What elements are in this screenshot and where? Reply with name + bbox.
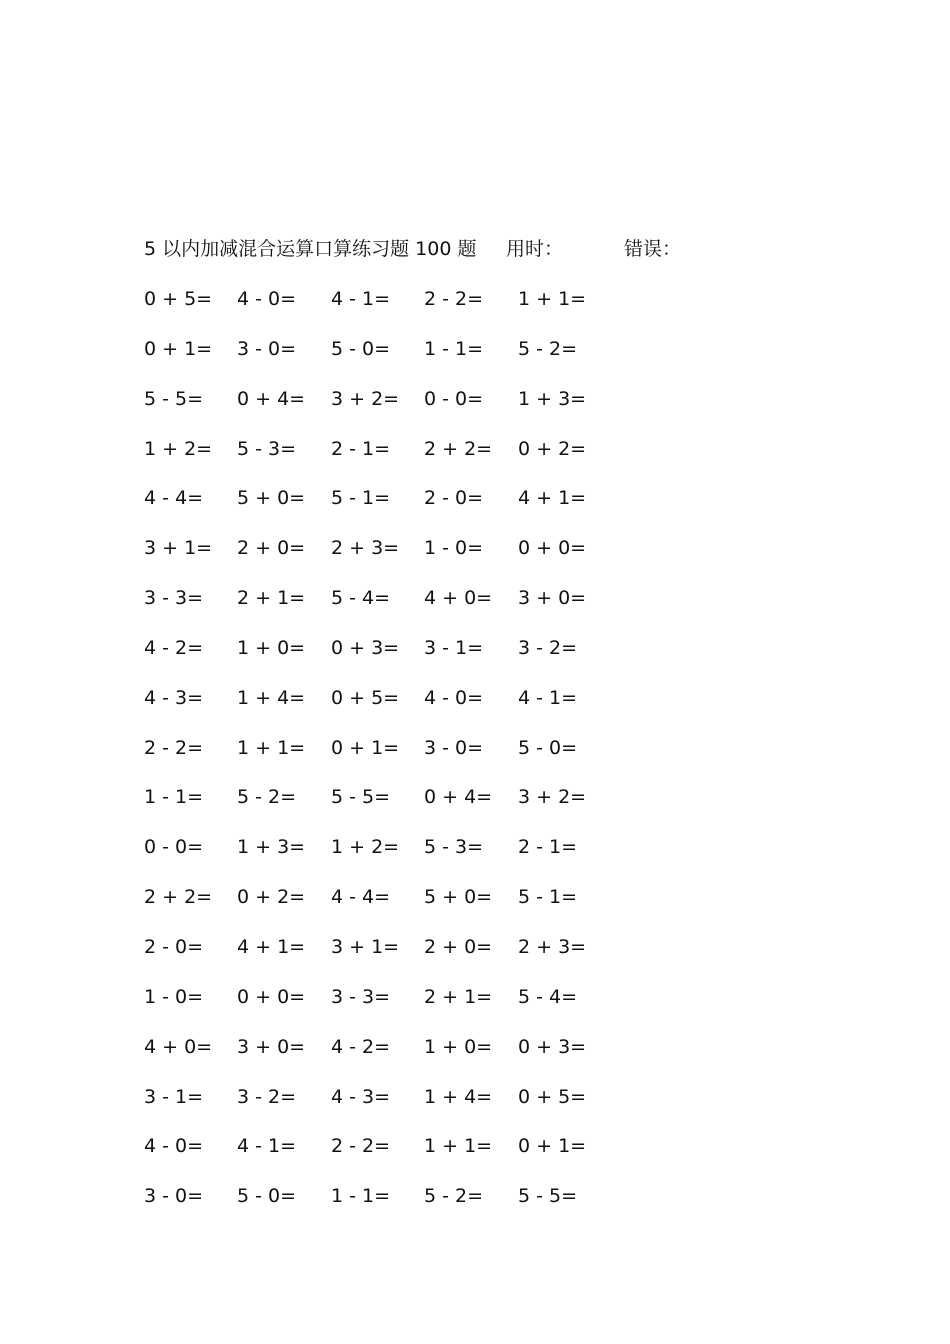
problem-item: 4 - 4= — [144, 487, 204, 510]
problem-row — [144, 882, 624, 932]
problem-item: 2 + 3= — [518, 935, 587, 958]
problem-item: 2 - 0= — [424, 487, 484, 510]
problem-row — [144, 832, 624, 882]
problem-item: 1 + 1= — [518, 288, 587, 310]
problem-row — [144, 633, 624, 683]
worksheet-header — [144, 234, 864, 264]
problem-row — [144, 334, 624, 384]
problem-item: 0 + 0= — [518, 537, 587, 560]
problem-item: 0 + 1= — [144, 337, 213, 360]
problem-item: 2 + 1= — [424, 985, 493, 1008]
problem-item: 2 + 1= — [237, 587, 306, 610]
problem-item: 5 - 0= — [331, 337, 391, 360]
problem-item: 0 + 4= — [424, 786, 493, 809]
problem-row — [144, 1131, 624, 1181]
problem-item: 3 + 1= — [331, 935, 400, 958]
problem-row — [144, 683, 624, 733]
problem-item: 1 + 4= — [237, 686, 306, 709]
problem-item: 1 + 0= — [424, 1035, 493, 1058]
problem-item: 4 - 3= — [144, 686, 204, 709]
problem-item: 3 + 0= — [237, 1035, 306, 1058]
problem-item: 4 - 0= — [237, 288, 297, 310]
problem-item: 5 - 1= — [331, 487, 391, 510]
problem-item: 5 - 1= — [518, 886, 578, 909]
problem-item: 5 + 0= — [237, 487, 306, 510]
problem-item: 1 + 2= — [144, 437, 213, 460]
problem-row — [144, 583, 624, 633]
problem-item: 0 + 1= — [518, 1135, 587, 1158]
problem-row — [144, 434, 624, 484]
problem-item: 3 - 1= — [424, 636, 484, 659]
problem-item: 2 + 0= — [237, 537, 306, 560]
problem-row — [144, 483, 624, 533]
problem-item: 5 - 3= — [424, 836, 484, 859]
problem-item: 2 + 0= — [424, 935, 493, 958]
problem-item: 3 + 1= — [144, 537, 213, 560]
problem-row — [144, 284, 624, 334]
problem-item: 0 + 4= — [237, 387, 306, 410]
problem-item: 5 - 5= — [518, 1185, 578, 1208]
time-label: 用时： — [506, 238, 564, 260]
problem-item: 0 + 3= — [518, 1035, 587, 1058]
problem-item: 5 - 0= — [237, 1185, 297, 1208]
problem-item: 1 + 1= — [424, 1135, 493, 1158]
problem-item: 0 + 3= — [331, 636, 400, 659]
problem-item: 2 - 1= — [518, 836, 578, 859]
problem-item: 4 + 1= — [237, 935, 306, 958]
problem-item: 2 - 2= — [144, 736, 204, 759]
worksheet-title: 5 以内加减混合运算口算练习题 100 题 — [144, 238, 477, 260]
problem-item: 0 + 5= — [331, 686, 400, 709]
problem-item: 4 - 1= — [518, 686, 578, 709]
problem-row — [144, 384, 624, 434]
problem-item: 3 - 0= — [237, 337, 297, 360]
problem-item: 4 + 0= — [424, 587, 493, 610]
problem-item: 1 + 1= — [237, 736, 306, 759]
problem-item: 1 + 3= — [518, 387, 587, 410]
problem-item: 3 - 3= — [144, 587, 204, 610]
problem-item: 3 + 2= — [331, 387, 400, 410]
problem-item: 1 - 1= — [144, 786, 204, 809]
problem-item: 3 - 3= — [331, 985, 391, 1008]
problem-item: 2 - 2= — [424, 288, 484, 310]
problem-item: 0 + 5= — [144, 288, 213, 310]
problem-grid — [144, 284, 624, 1231]
problem-row — [144, 1181, 624, 1231]
problem-item: 3 + 2= — [518, 786, 587, 809]
problem-item: 3 - 0= — [424, 736, 484, 759]
problem-item: 3 - 2= — [237, 1085, 297, 1108]
problem-item: 5 - 2= — [237, 786, 297, 809]
problem-item: 0 + 0= — [237, 985, 306, 1008]
problem-row — [144, 733, 624, 783]
problem-row — [144, 533, 624, 583]
problem-item: 0 + 1= — [331, 736, 400, 759]
problem-item: 4 - 3= — [331, 1085, 391, 1108]
problem-item: 4 - 2= — [331, 1035, 391, 1058]
problem-item: 0 - 0= — [144, 836, 204, 859]
problem-item: 1 + 2= — [331, 836, 400, 859]
problem-item: 5 - 3= — [237, 437, 297, 460]
problem-item: 4 - 4= — [331, 886, 391, 909]
problem-item: 3 - 0= — [144, 1185, 204, 1208]
problem-item: 2 + 2= — [424, 437, 493, 460]
problem-item: 4 - 1= — [331, 288, 391, 310]
problem-item: 1 - 1= — [424, 337, 484, 360]
problem-item: 3 - 1= — [144, 1085, 204, 1108]
problem-item: 5 - 5= — [331, 786, 391, 809]
problem-row — [144, 982, 624, 1032]
problem-row — [144, 1082, 624, 1132]
problem-item: 4 - 0= — [144, 1135, 204, 1158]
problem-item: 2 - 0= — [144, 935, 204, 958]
problem-item: 5 - 2= — [424, 1185, 484, 1208]
problem-item: 2 - 1= — [331, 437, 391, 460]
problem-item: 5 - 2= — [518, 337, 578, 360]
problem-item: 5 - 5= — [144, 387, 204, 410]
problem-item: 5 - 4= — [518, 985, 578, 1008]
problem-row — [144, 1032, 624, 1082]
problem-item: 5 - 4= — [331, 587, 391, 610]
problem-item: 1 + 3= — [237, 836, 306, 859]
problem-item: 2 - 2= — [331, 1135, 391, 1158]
error-label: 错误： — [624, 238, 682, 260]
problem-item: 4 + 1= — [518, 487, 587, 510]
problem-item: 1 - 0= — [424, 537, 484, 560]
problem-item: 3 - 2= — [518, 636, 578, 659]
problem-item: 2 + 2= — [144, 886, 213, 909]
problem-item: 4 - 1= — [237, 1135, 297, 1158]
problem-item: 2 + 3= — [331, 537, 400, 560]
problem-item: 0 - 0= — [424, 387, 484, 410]
problem-row — [144, 932, 624, 982]
problem-row — [144, 782, 624, 832]
problem-item: 4 + 0= — [144, 1035, 213, 1058]
problem-item: 0 + 2= — [237, 886, 306, 909]
problem-item: 5 - 0= — [518, 736, 578, 759]
problem-item: 1 + 0= — [237, 636, 306, 659]
problem-item: 1 - 1= — [331, 1185, 391, 1208]
problem-item: 4 - 0= — [424, 686, 484, 709]
problem-item: 1 - 0= — [144, 985, 204, 1008]
problem-item: 0 + 2= — [518, 437, 587, 460]
problem-item: 3 + 0= — [518, 587, 587, 610]
problem-item: 0 + 5= — [518, 1085, 587, 1108]
problem-item: 5 + 0= — [424, 886, 493, 909]
problem-item: 4 - 2= — [144, 636, 204, 659]
problem-item: 1 + 4= — [424, 1085, 493, 1108]
